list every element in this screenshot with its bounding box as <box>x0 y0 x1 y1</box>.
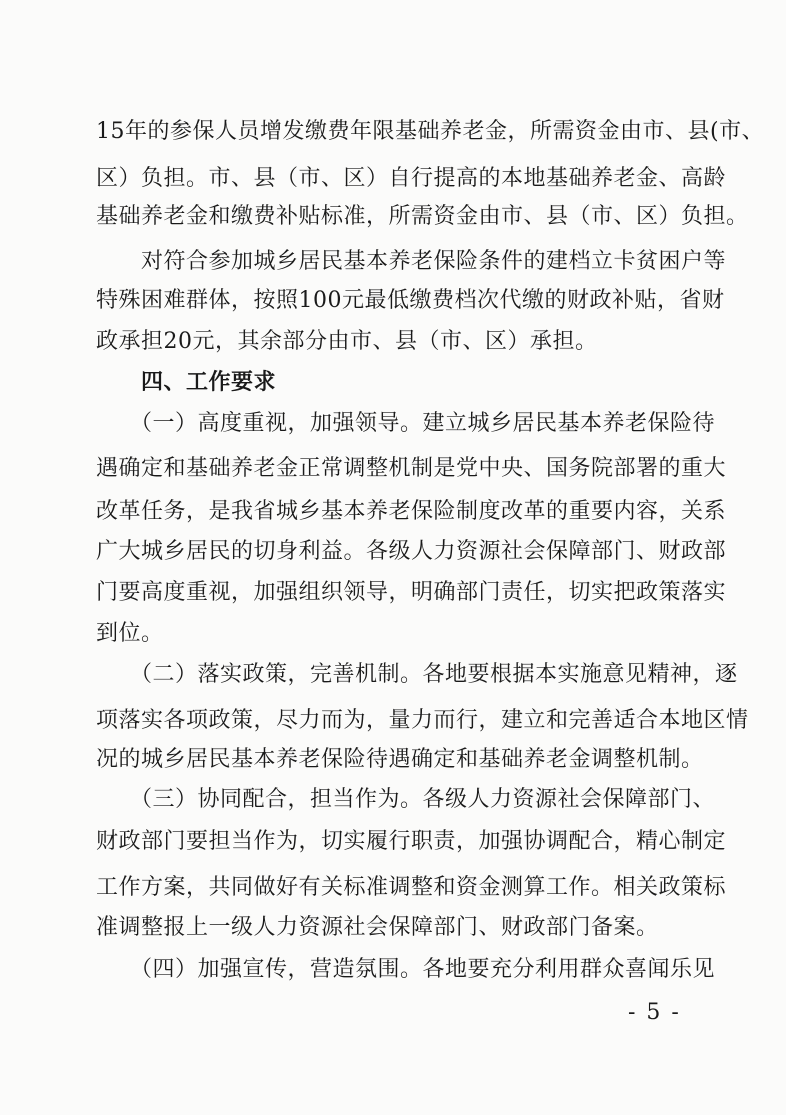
text-line: 准调整报上一级人力资源社会保障部门、财政部门备案。 <box>96 915 659 940</box>
text-line: 遇确定和基础养老金正常调整机制是党中央、国务院部署的重大 <box>96 456 727 481</box>
text-line: 基础养老金和缴费补贴标准，所需资金由市、县（市、区）负担。 <box>96 204 749 229</box>
text-line: 到位。 <box>96 621 164 646</box>
text-line: 对符合参加城乡居民基本养老保险条件的建档立卡贫困户等 <box>96 249 727 274</box>
text-line: 项落实各项政策，尽力而为，量力而行，建立和完善适合本地区情 <box>96 708 749 733</box>
text-line: 况的城乡居民基本养老保险待遇确定和基础养老金调整机制。 <box>96 747 704 772</box>
text-line: 特殊困难群体，按照100元最低缴费档次代缴的财政补贴，省财 <box>96 288 725 313</box>
text-line: （三）协同配合，担当作为。各级人力资源社会保障部门、 <box>96 787 716 812</box>
text-line: （二）落实政策，完善机制。各地要根据本实施意见精神，逐 <box>96 662 738 687</box>
page-number: - 5 - <box>628 1000 681 1025</box>
text-line: 工作方案，共同做好有关标准调整和资金测算工作。相关政策标 <box>96 875 727 900</box>
text-line: 政承担20元，其余部分由市、县（市、区）承担。 <box>96 329 598 354</box>
text-line: 区）负担。市、县（市、区）自行提高的本地基础养老金、高龄 <box>96 166 727 191</box>
section-heading: 四、工作要求 <box>96 370 277 395</box>
text-line: 广大城乡居民的切身利益。各级人力资源社会保障部门、财政部 <box>96 539 727 564</box>
text-line: 改革任务，是我省城乡基本养老保险制度改革的重要内容，关系 <box>96 499 727 524</box>
text-line: 15年的参保人员增发缴费年限基础养老金，所需资金由市、县(市、 <box>96 119 765 144</box>
text-line: （四）加强宣传，营造氛围。各地要充分利用群众喜闻乐见 <box>96 957 716 982</box>
text-line: 财政部门要担当作为，切实履行职责，加强协调配合，精心制定 <box>96 829 727 854</box>
text-line: （一）高度重视，加强领导。建立城乡居民基本养老保险待 <box>96 411 716 436</box>
text-line: 门要高度重视，加强组织领导，明确部门责任，切实把政策落实 <box>96 580 727 605</box>
